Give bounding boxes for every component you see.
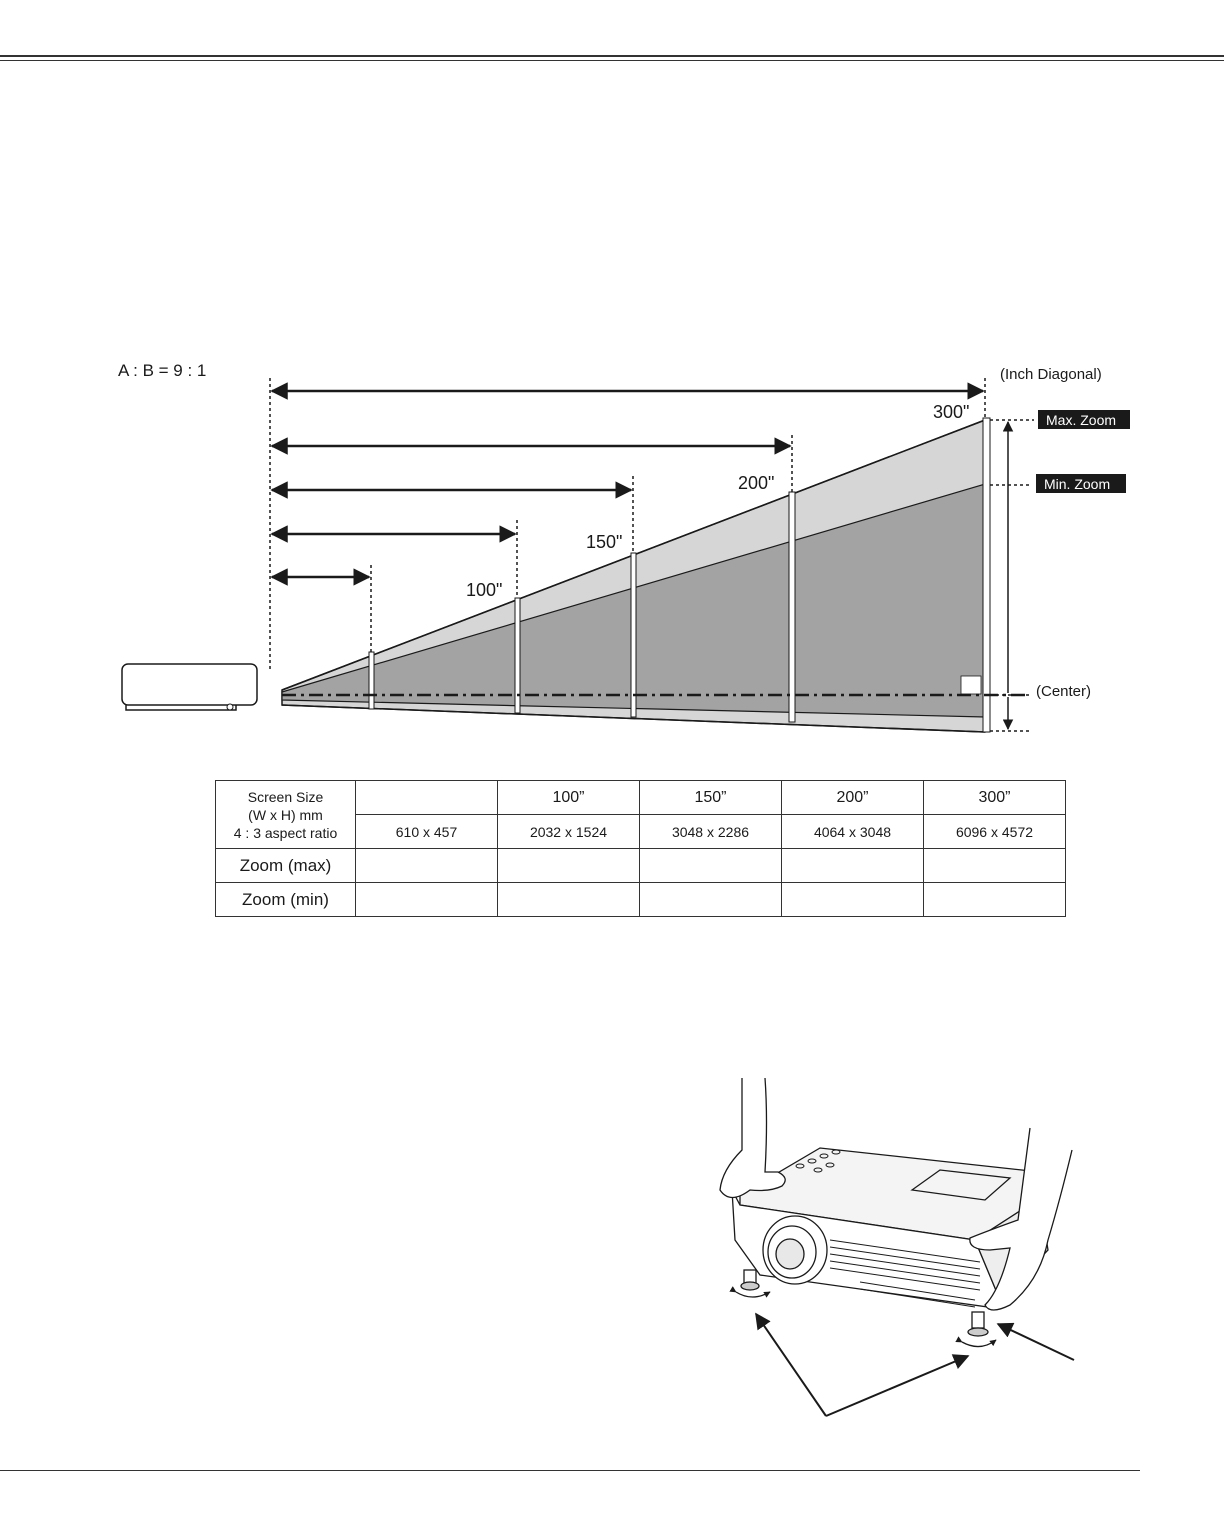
table-cell xyxy=(782,849,924,883)
center-marker-box xyxy=(961,676,981,694)
callout-line xyxy=(756,1314,826,1416)
ratio-label: A : B = 9 : 1 xyxy=(118,361,207,380)
header-line: 4 : 3 aspect ratio xyxy=(233,824,338,841)
screen-150 xyxy=(631,553,636,717)
header-line: Screen Size xyxy=(247,788,324,805)
dimension-cell: 610 x 457 xyxy=(356,815,498,849)
size-cell: 150” xyxy=(640,781,782,815)
header-line: (W x H) mm xyxy=(248,806,323,823)
table-cell xyxy=(498,883,640,917)
dimension-cell: 4064 x 3048 xyxy=(782,815,924,849)
screen-200 xyxy=(789,492,795,722)
size-cell: 100” xyxy=(498,781,640,815)
center-label: (Center) xyxy=(1036,683,1092,700)
projector-side-icon xyxy=(122,664,257,710)
header-rule xyxy=(0,55,1224,57)
left-foot xyxy=(741,1270,759,1290)
table-cell xyxy=(640,883,782,917)
size-cell: 300” xyxy=(924,781,1066,815)
table-cell xyxy=(356,849,498,883)
projector-feet-illustration xyxy=(700,1070,1090,1430)
row-label-zoom-min: Zoom (min) xyxy=(216,883,356,917)
screen-small xyxy=(369,652,374,709)
screen-size-header xyxy=(216,781,356,849)
table-cell xyxy=(640,849,782,883)
screen-size-table xyxy=(215,780,1066,917)
callout-line xyxy=(826,1356,968,1416)
dimension-cell: 6096 x 4572 xyxy=(924,815,1066,849)
table-row xyxy=(216,781,1066,815)
right-foot xyxy=(968,1312,988,1336)
table-cell xyxy=(782,883,924,917)
table-cell xyxy=(498,849,640,883)
rotate-arrow-right xyxy=(962,1340,996,1347)
size-label-300: 300" xyxy=(933,402,970,422)
table-cell xyxy=(356,883,498,917)
size-label-150: 150" xyxy=(586,532,623,552)
screen-300 xyxy=(983,418,990,732)
size-label-200: 200" xyxy=(738,473,775,493)
table-row xyxy=(216,883,1066,917)
rotate-arrow-left xyxy=(736,1292,770,1297)
table-row xyxy=(216,849,1066,883)
size-cell xyxy=(356,781,498,815)
dimension-cell: 3048 x 2286 xyxy=(640,815,782,849)
callout-line xyxy=(998,1324,1074,1360)
size-label-100: 100" xyxy=(466,580,503,600)
row-label-zoom-max: Zoom (max) xyxy=(216,849,356,883)
max-zoom-label: Max. Zoom xyxy=(1046,412,1117,428)
table-cell xyxy=(924,849,1066,883)
throw-distance-diagram xyxy=(0,340,1224,760)
inch-diagonal-label: (Inch Diagonal) xyxy=(1000,366,1102,383)
left-hand xyxy=(720,1078,785,1198)
min-zoom-label: Min. Zoom xyxy=(1044,476,1111,492)
size-cell: 200” xyxy=(782,781,924,815)
footer-rule xyxy=(0,1470,1140,1471)
dimension-cell: 2032 x 1524 xyxy=(498,815,640,849)
table-cell xyxy=(924,883,1066,917)
header-rule-thin xyxy=(0,60,1224,61)
lens-inner xyxy=(776,1239,804,1269)
